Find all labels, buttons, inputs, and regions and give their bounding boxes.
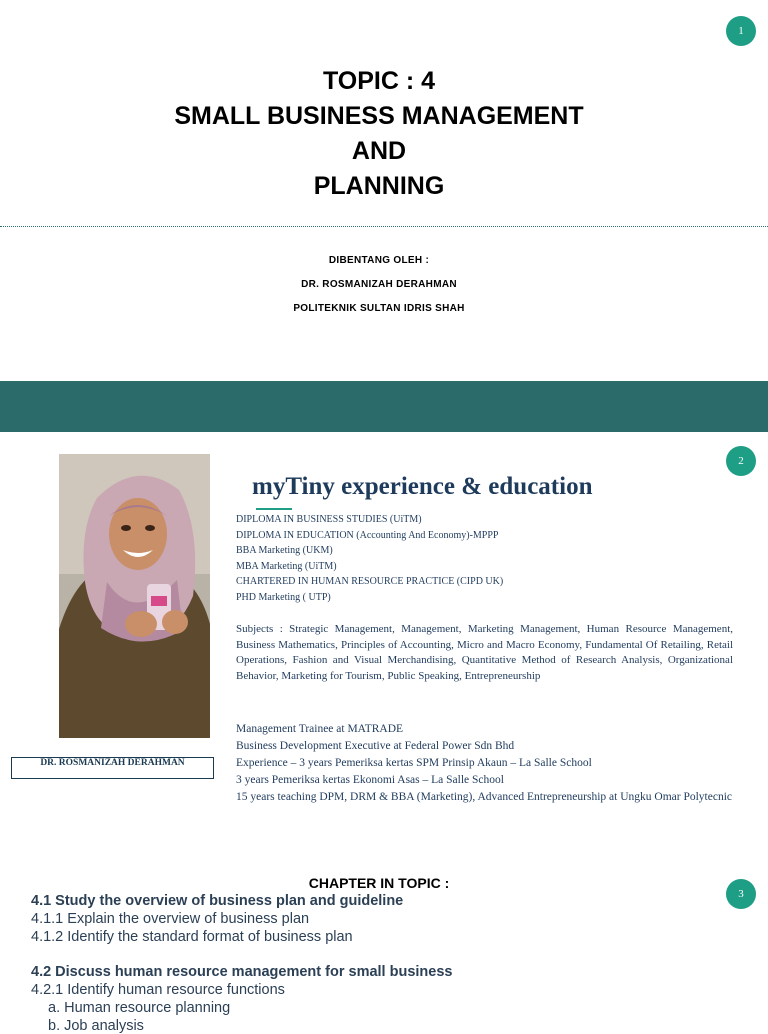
chapter-item: 4.1 Study the overview of business plan and guideline xyxy=(31,893,404,909)
chapter-item: 4.1.1 Explain the overview of business plan xyxy=(31,911,310,927)
page-number-badge: 1 xyxy=(726,16,756,46)
presented-by-label: DIBENTANG OLEH : xyxy=(328,255,430,266)
education-item: DIPLOMA IN BUSINESS STUDIES (UiTM) xyxy=(236,514,422,525)
experience-item: 3 years Pemeriksa kertas Ekonomi Asas – La Salle School xyxy=(236,774,504,786)
experience-item: 15 years teaching DPM, DRM & BBA (Marketing), Advanced Entrepreneurship at Ungku Omar Polytecnic xyxy=(236,791,732,803)
author-photo xyxy=(59,454,210,738)
experience-item: Management Trainee at MATRADE xyxy=(236,723,404,735)
chapter-item: 4.2 Discuss human resource management for small business xyxy=(31,964,453,980)
education-item: DIPLOMA IN EDUCATION (Accounting And Economy)-MPPP xyxy=(236,529,499,541)
topic-title-line: SMALL BUSINESS MANAGEMENT xyxy=(174,102,584,130)
experience-item: Experience – 3 years Pemeriksa kertas SPM Prinsip Akaun – La Salle School xyxy=(236,757,592,769)
footer-band xyxy=(0,381,768,432)
institution-name: POLITEKNIK SULTAN IDRIS SHAH xyxy=(293,303,465,314)
chapter-item: a. Human resource planning xyxy=(48,1000,231,1016)
experience-item: Business Development Executive at Federal Power Sdn Bhd xyxy=(236,740,515,752)
page-number-badge: 3 xyxy=(726,879,756,909)
slide-1 xyxy=(0,0,768,432)
topic-title-line: PLANNING xyxy=(313,172,445,200)
education-item: BBA Marketing (UKM) xyxy=(236,545,333,556)
education-item: CHARTERED IN HUMAN RESOURCE PRACTICE (CIPD UK) xyxy=(236,576,504,587)
topic-title-line: AND xyxy=(351,137,407,165)
chapter-item: 4.2.1 Identify human resource functions xyxy=(31,982,285,998)
subjects-paragraph: Subjects : Strategic Management, Management, Marketing Management, Human Resource Management, Business Mathematics, Principles of Accounting, Micro and Macro Economy, Fundamental Of Retailing, Retail Operations, Fashion and Visual Merchandising, Quantitative Method of Research Analysis, Organizational Behavior, Marketing for Tourism, Public Speaking, Entrepreneurship xyxy=(236,623,733,682)
chapter-item: 4.1.2 Identify the standard format of business plan xyxy=(31,929,353,945)
heading-accent-line xyxy=(256,508,292,510)
experience-heading: myTiny experience & education xyxy=(252,473,593,500)
chapter-title: CHAPTER IN TOPIC : xyxy=(308,875,450,891)
education-list xyxy=(236,512,503,605)
experience-list xyxy=(236,721,733,806)
portrait-illustration xyxy=(59,454,210,738)
dotted-divider xyxy=(0,226,768,227)
chapter-item: b. Job analysis xyxy=(48,1018,144,1034)
topic-title-line: TOPIC : 4 xyxy=(322,67,436,95)
slide-3 xyxy=(0,858,768,1034)
education-item: MBA Marketing (UiTM) xyxy=(236,560,337,572)
author-name: DR. ROSMANIZAH DERAHMAN xyxy=(301,279,457,290)
author-name-caption: DR. ROSMANIZAH DERAHMAN xyxy=(11,757,214,779)
page-number-badge: 2 xyxy=(726,446,756,476)
slide-2 xyxy=(0,432,768,858)
education-item: PHD Marketing ( UTP) xyxy=(236,591,331,603)
